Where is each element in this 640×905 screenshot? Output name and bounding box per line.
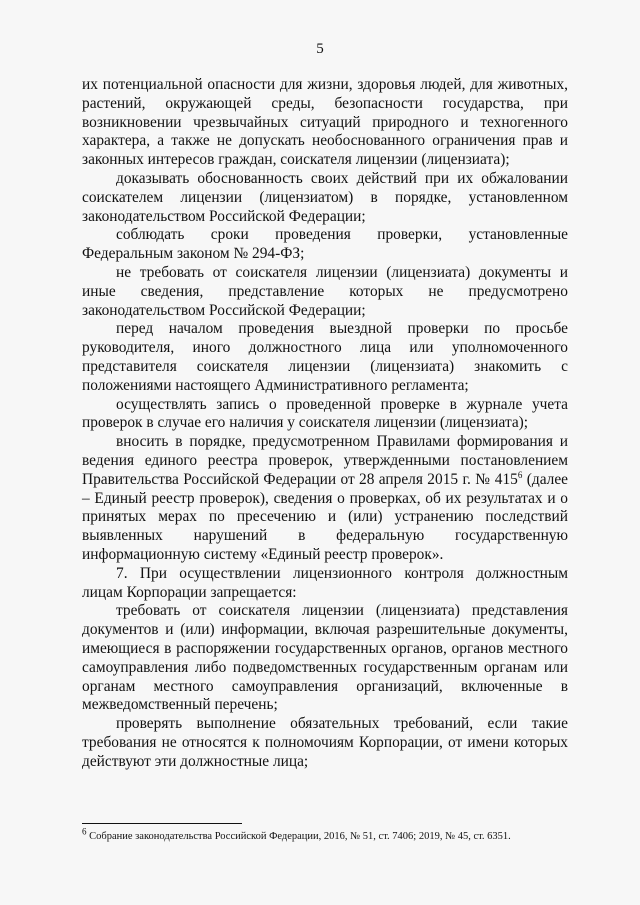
paragraph-text: (далее – Единый реестр проверок), сведения о проверках, об их результатах и о принятых мерах по пресечению и (или) устранению последствий выявленных нарушений в федеральную государственную информационную систему «Единый реестр проверок». bbox=[82, 470, 568, 563]
paragraph: доказывать обоснованность своих действий при их обжаловании соискателем лицензии (лицензиатом) в порядке, установленном законодательством Российской Федерации; bbox=[82, 169, 568, 225]
footnote-separator bbox=[82, 823, 242, 824]
paragraph: их потенциальной опасности для жизни, здоровья людей, для животных, растений, окружающей среды, безопасности государства, при возникновении чрезвычайных ситуаций природного и техногенного характера, а также не допускать необоснованного ограничения прав и законных интересов граждан, соискателя лицензии (лицензиата); bbox=[82, 76, 568, 169]
footnote bbox=[82, 826, 568, 843]
paragraph: проверять выполнение обязательных требований, если такие требования не относятся к полномочиям Корпорации, от имени которых действуют эти должностные лица; bbox=[82, 715, 568, 770]
footnote-text: Собрание законодательства Российской Федерации, 2016, № 51, ст. 7406; 2019, № 45, ст. 6351. bbox=[86, 831, 511, 842]
paragraph: 7. При осуществлении лицензионного контроля должностным лицам Корпорации запрещается: bbox=[82, 564, 568, 601]
paragraph-text: вносить в порядке, предусмотренном Правилами формирования и ведения единого реестра проверок, утвержденными постановлением Правительства Российской Федерации от 28 апреля 2015 г. № 415 bbox=[82, 433, 568, 488]
body-text bbox=[82, 76, 568, 771]
paragraph: не требовать от соискателя лицензии (лицензиата) документы и иные сведения, представление которых не предусмотрено законодательством Российской Федерации; bbox=[82, 263, 568, 319]
paragraph: требовать от соискателя лицензии (лицензиата) представления документов и (или) информации, включая разрешительные документы, имеющиеся в распоряжении государственных органов, органов местного самоуправления либо подведомственных государственным органам или органам местного самоуправления организаций, включенные в межведомственный перечень; bbox=[82, 602, 568, 714]
footnote-reference: 6 bbox=[517, 469, 523, 480]
footnote-marker: 6 bbox=[82, 826, 87, 837]
paragraph-with-footnote bbox=[82, 433, 568, 565]
paragraph: перед началом проведения выездной проверки по просьбе руководителя, иного должностного лица или уполномоченного представителя соискателя лицензии (лицензиата) знакомить с положениями настоящего Административного регламента; bbox=[82, 320, 568, 394]
paragraph: осуществлять запись о проведенной проверке в журнале учета проверок в случае его наличия у соискателя лицензии (лицензиата); bbox=[82, 395, 568, 432]
page-number: 5 bbox=[316, 41, 324, 57]
paragraph: соблюдать сроки проведения проверки, установленные Федеральным законом № 294-ФЗ; bbox=[82, 226, 568, 263]
